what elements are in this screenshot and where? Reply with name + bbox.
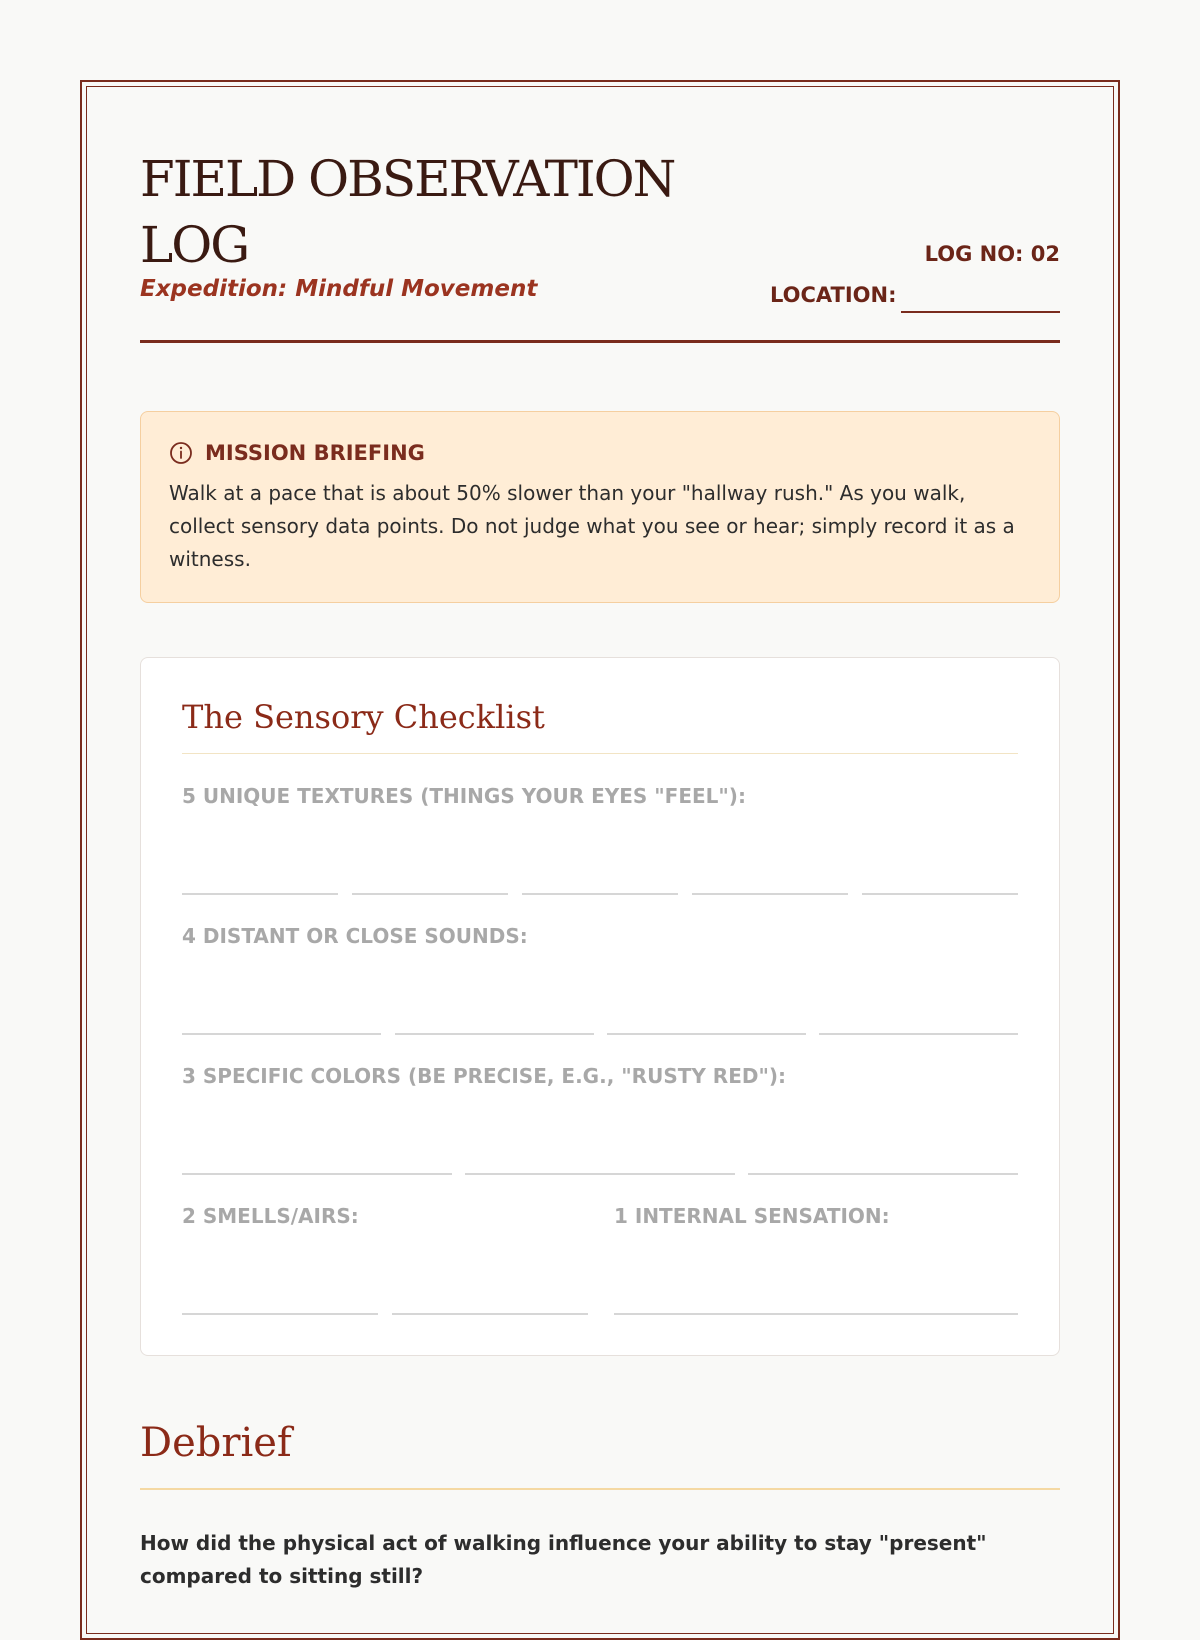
texture-blank-2[interactable]: [352, 893, 508, 895]
texture-blank-3[interactable]: [522, 893, 678, 895]
color-blank-2[interactable]: [465, 1173, 735, 1175]
header-divider: [140, 340, 1060, 343]
debrief-question: How did the physical act of walking influence your ability to stay "present" compared to sitting still?: [140, 1531, 987, 1588]
texture-blank-4[interactable]: [692, 893, 848, 895]
sound-blank-3[interactable]: [607, 1033, 806, 1035]
texture-blank-1[interactable]: [182, 893, 338, 895]
mission-briefing-box: [140, 411, 1060, 603]
info-icon: [169, 441, 193, 465]
internal-sensation-blank[interactable]: [614, 1313, 1018, 1315]
debrief-divider: [140, 1488, 1060, 1490]
briefing-text: Walk at a pace that is about 50% slower than your "hallway rush." As you walk, collect sensory data points. Do not judge what you see or hear; simply record it as a witness.: [169, 481, 1015, 571]
location-label: LOCATION:: [770, 283, 897, 307]
page-title: FIELD OBSERVATION LOG: [140, 150, 675, 274]
briefing-title: MISSION BRIEFING: [205, 441, 425, 465]
color-blank-3[interactable]: [748, 1173, 1018, 1175]
checklist-divider: [182, 753, 1018, 754]
internal-sensation-label: 1 INTERNAL SENSATION:: [614, 1204, 890, 1228]
smell-blank-2[interactable]: [392, 1313, 588, 1315]
debrief-title: Debrief: [140, 1420, 292, 1466]
sounds-label: 4 DISTANT OR CLOSE SOUNDS:: [182, 924, 528, 948]
sensory-checklist-card: [140, 657, 1060, 1356]
log-number: LOG NO: 02: [924, 242, 1060, 266]
location-field[interactable]: [901, 311, 1060, 313]
color-blank-1[interactable]: [182, 1173, 452, 1175]
expedition-subtitle: Expedition: Mindful Movement: [140, 276, 538, 302]
smell-blank-1[interactable]: [182, 1313, 378, 1315]
textures-label: 5 UNIQUE TEXTURES (THINGS YOUR EYES "FEEL"):: [182, 784, 746, 808]
smells-label: 2 SMELLS/AIRS:: [182, 1204, 359, 1228]
briefing-header: [169, 438, 1031, 468]
texture-blank-5[interactable]: [862, 893, 1018, 895]
sound-blank-2[interactable]: [395, 1033, 594, 1035]
sound-blank-4[interactable]: [819, 1033, 1018, 1035]
sound-blank-1[interactable]: [182, 1033, 381, 1035]
colors-label: 3 SPECIFIC COLORS (BE PRECISE, E.G., "RUSTY RED"):: [182, 1064, 787, 1088]
checklist-title: The Sensory Checklist: [182, 698, 545, 736]
